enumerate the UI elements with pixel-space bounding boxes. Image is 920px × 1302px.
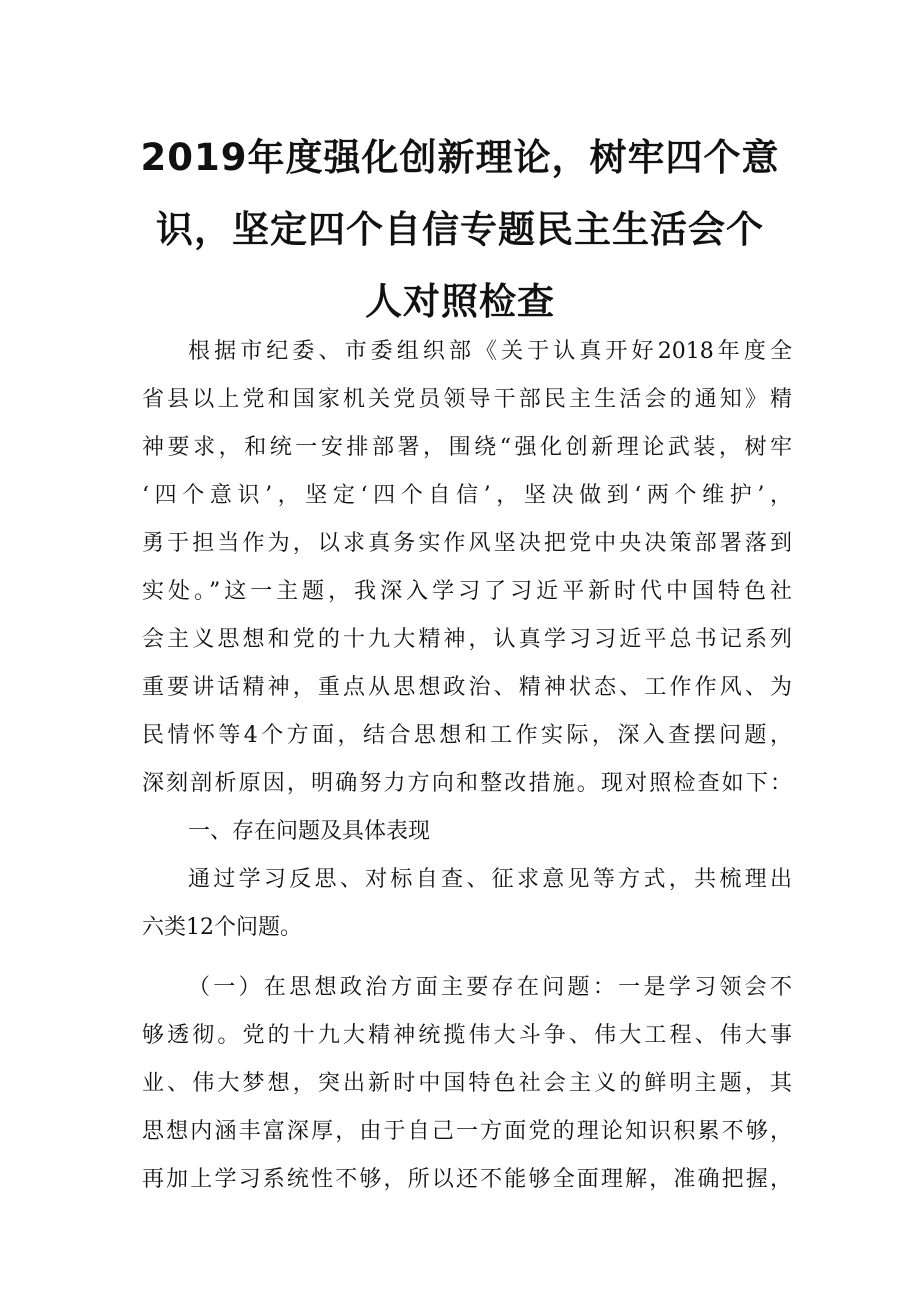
title-line: 2019年度强化创新理论，树牢四个意 [140, 136, 780, 179]
paragraph-line: （一）在思想政治方面主要存在问题：一是学习领会不 [188, 975, 792, 1000]
paragraph-summary [142, 856, 792, 952]
paragraph-line: 思想内涵丰富深厚，由于自己一方面党的理论知识积累不够， [142, 1119, 792, 1144]
paragraph-line: 会主义思想和党的十九大精神，认真学习习近平总书记系列 [142, 627, 792, 652]
paragraph-intro [142, 328, 792, 808]
paragraph-line: 实处。”这一主题，我深入学习了习近平新时代中国特色社 [142, 579, 792, 604]
paragraph-line: 民情怀等4个方面，结合思想和工作实际，深入查摆问题， [142, 723, 792, 748]
paragraph-line: 够透彻。党的十九大精神统揽伟大斗争、伟大工程、伟大事 [142, 1023, 792, 1048]
document-body [142, 328, 792, 1204]
paragraph-gap [142, 952, 792, 964]
section-heading: 一、存在问题及具体表现 [188, 819, 431, 844]
paragraph-line: 深刻剖析原因，明确努力方向和整改措施。现对照检查如下： [142, 771, 792, 796]
paragraph-line: 勇于担当作为，以求真务实作风坚决把党中央决策部署落到 [142, 531, 792, 556]
document-title [130, 122, 790, 338]
title-line: 人对照检查 [365, 280, 555, 323]
paragraph-line: 再加上学习系统性不够，所以还不能够全面理解，准确把握， [142, 1167, 792, 1192]
paragraph-line: 根据市纪委、市委组织部《关于认真开好2018年度全 [188, 339, 792, 364]
paragraph-line: 神要求，和统一安排部署，围绕“强化创新理论武装，树牢 [142, 435, 792, 460]
title-line: 识，坚定四个自信专题民主生活会个 [156, 208, 764, 251]
paragraph-line: 重要讲话精神，重点从思想政治、精神状态、工作作风、为 [142, 675, 792, 700]
paragraph-line: 六类12个问题。 [142, 915, 302, 940]
paragraph-line: 业、伟大梦想，突出新时中国特色社会主义的鲜明主题，其 [142, 1071, 792, 1096]
paragraph-line: ‘四个意识’，坚定‘四个自信’，坚决做到‘两个维护’， [142, 483, 792, 508]
paragraph-political [142, 964, 792, 1204]
paragraph-line: 省县以上党和国家机关党员领导干部民主生活会的通知》精 [142, 387, 792, 412]
paragraph-line: 通过学习反思、对标自查、征求意见等方式，共梳理出 [188, 867, 792, 892]
